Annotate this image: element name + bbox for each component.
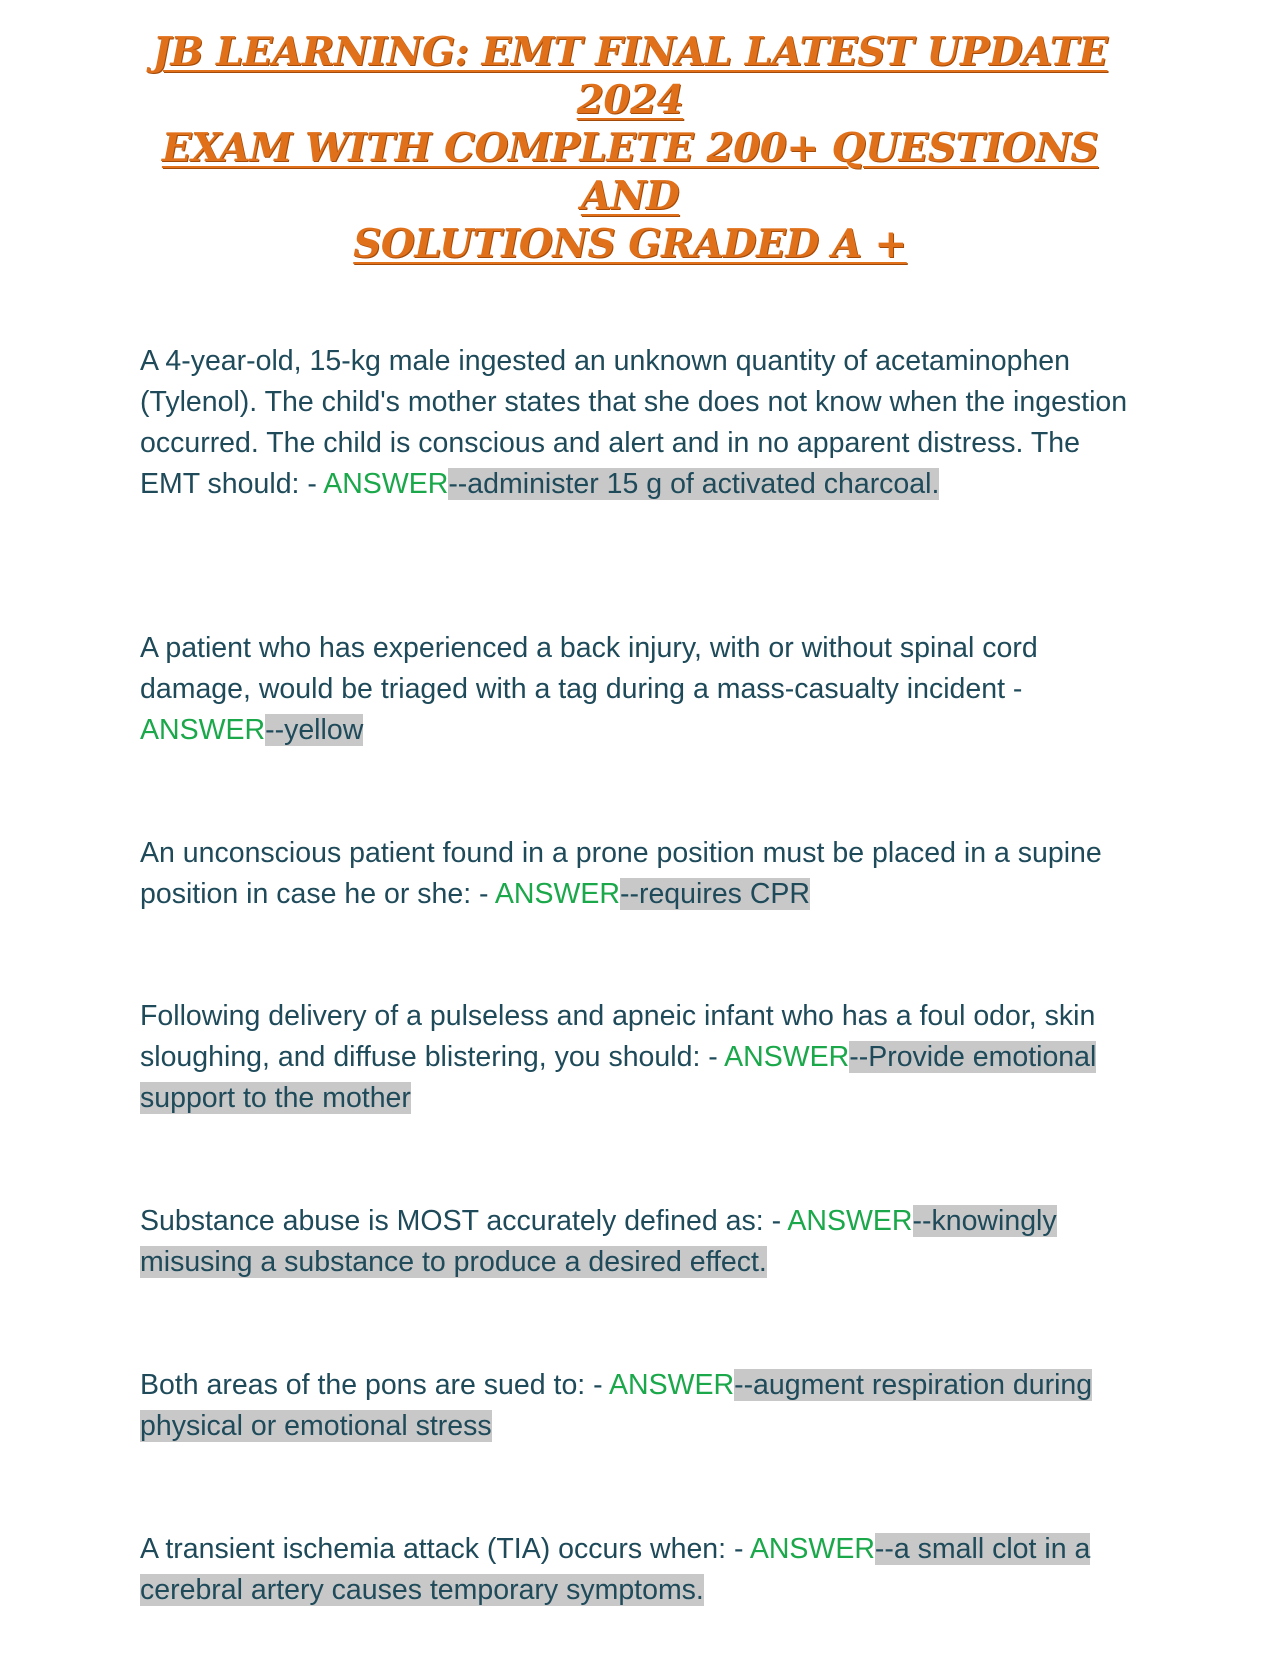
qa-item-6	[140, 1365, 1140, 1447]
answer-label: ANSWER	[494, 878, 620, 910]
answer-text: --a small clot in a cerebral artery causes temporary symptoms.	[140, 1533, 1091, 1606]
answer-text: --augment respiration during physical or emotional stress	[140, 1369, 1093, 1442]
answer-label: ANSWER	[724, 1041, 850, 1073]
question-text: Substance abuse is MOST accurately defined as: -	[140, 1205, 788, 1237]
qa-item-5	[140, 1201, 1140, 1283]
qa-item-2	[140, 628, 1140, 751]
answer-text: --Provide emotional support to the mother	[140, 1041, 1097, 1114]
answer-text: --yellow	[265, 714, 364, 746]
question-text: A 4-year-old, 15-kg male ingested an unknown quantity of acetaminophen (Tylenol). The child's mother states that she does not know when the ingestion occurred. The child is conscious and alert and in no apparent distress. The EMT should: -	[140, 345, 1128, 500]
question-text: An unconscious patient found in a prone position must be placed in a supine position in case he or she: -	[140, 837, 1102, 910]
question-text: Both areas of the pons are sued to: -	[140, 1369, 609, 1401]
answer-label: ANSWER	[140, 714, 266, 746]
question-text: A transient ischemia attack (TIA) occurs when: -	[140, 1533, 750, 1565]
answer-label: ANSWER	[749, 1533, 875, 1565]
qa-item-7	[140, 1529, 1140, 1611]
answer-text: --administer 15 g of activated charcoal.	[448, 468, 940, 500]
answer-text: --knowingly misusing a substance to produce a desired effect.	[140, 1205, 1057, 1278]
question-text: A patient who has experienced a back injury, with or without spinal cord damage, would be triaged with a tag during a mass-casualty incident -	[140, 632, 1038, 705]
title-line-1: JB LEARNING: EMT FINAL LATEST UPDATE 2024	[152, 29, 1108, 123]
question-text: Following delivery of a pulseless and apneic infant who has a foul odor, skin sloughing, and diffuse blistering, you should: -	[140, 1000, 1096, 1073]
answer-label: ANSWER	[787, 1205, 913, 1237]
document-title	[120, 28, 1140, 268]
answer-text: --requires CPR	[619, 878, 811, 910]
title-line-3: SOLUTIONS GRADED A +	[353, 221, 907, 267]
qa-item-1	[140, 341, 1140, 505]
qa-item-3	[140, 833, 1140, 915]
qa-item-4	[140, 996, 1140, 1119]
answer-label: ANSWER	[608, 1369, 735, 1401]
answer-label: ANSWER	[323, 468, 449, 500]
title-line-2: EXAM WITH COMPLETE 200+ QUESTIONS AND	[161, 125, 1099, 219]
